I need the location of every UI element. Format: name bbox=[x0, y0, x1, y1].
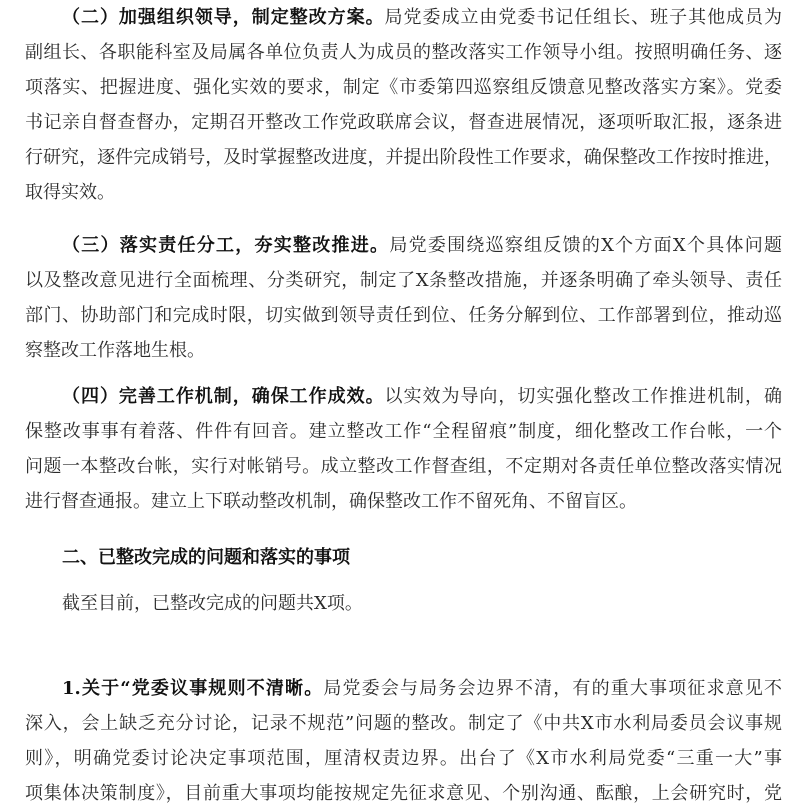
paragraph-4-line: 保整改事事有着落、件件有回音。建立整改工作“全程留痕”制度，细化整改工作台帐，一个 bbox=[25, 421, 782, 442]
paragraph-4-text: 以实效为导向，切实强化整改工作推进机制，确 bbox=[384, 386, 783, 407]
paragraph-2-line-1 bbox=[62, 0, 782, 35]
paragraph-3-line-1 bbox=[62, 228, 782, 263]
paragraph-2-line: 项落实、把握进度、强化实效的要求，制定《市委第四巡察组反馈意见整改落实方案》。党委 bbox=[25, 77, 782, 98]
section-heading: 二、已整改完成的问题和落实的事项 bbox=[62, 547, 350, 568]
paragraph-2-lead: （二）加强组织领导，制定整改方案。 bbox=[62, 7, 385, 28]
paragraph-2-line: 行研究，逐件完成销号，及时掌握整改进度，并提出阶段性工作要求，确保整改工作按时推进， bbox=[25, 147, 782, 168]
item-1-text: 局党委会与局务会边界不清，有的重大事项征求意见不 bbox=[323, 678, 782, 699]
paragraph-4-line: 进行督查通报。建立上下联动整改机制，确保整改工作不留死角、不留盲区。 bbox=[25, 491, 637, 512]
paragraph-3-line: 部门、协助部门和完成时限，切实做到领导责任到位、任务分解到位、工作部署到位，推动巡 bbox=[25, 305, 782, 326]
item-1-line: 则》，明确党委讨论决定事项范围，厘清权责边界。出台了《X市水利局党委“三重一大”事 bbox=[25, 748, 782, 769]
paragraph-3-lead: （三）落实责任分工，夯实整改推进。 bbox=[62, 235, 390, 256]
paragraph-3-text: 局党委围绕巡察组反馈的X个方面X个具体问题 bbox=[389, 235, 782, 256]
paragraph-4-line: 问题一本整改台帐，实行对帐销号。成立整改工作督查组，不定期对各责任单位整改落实情况 bbox=[25, 456, 782, 477]
paragraph-3-line: 以及整改意见进行全面梳理、分类研究，制定了X条整改措施，并逐条明确了牵头领导、责任 bbox=[25, 270, 782, 291]
item-1-line: 项集体决策制度》，目前重大事项均能按规定先征求意见、个别沟通、酝酿，上会研究时，党 bbox=[25, 783, 782, 804]
paragraph-2-text: 局党委成立由党委书记任组长、班子其他成员为 bbox=[384, 7, 783, 28]
paragraph-2-line: 取得实效。 bbox=[25, 182, 115, 203]
paragraph-3-line: 察整改工作落地生根。 bbox=[25, 340, 205, 361]
paragraph-2-line: 书记亲自督查督办，定期召开整改工作党政联席会议，督查进展情况，逐项听取汇报，逐条进 bbox=[25, 112, 782, 133]
item-1-line-1 bbox=[62, 671, 782, 706]
paragraph-2-line: 副组长、各职能科室及局属各单位负责人为成员的整改落实工作领导小组。按照明确任务、逐 bbox=[25, 42, 782, 63]
paragraph-4-line-1 bbox=[62, 379, 782, 414]
item-1-lead: 1.关于“党委议事规则不清晰。 bbox=[62, 678, 324, 699]
paragraph-4-lead: （四）完善工作机制，确保工作成效。 bbox=[62, 386, 385, 407]
summary-text: 截至目前，已整改完成的问题共X项。 bbox=[62, 593, 363, 614]
item-1-line: 深入，会上缺乏充分讨论，记录不规范”问题的整改。制定了《中共X市水利局委员会议事规 bbox=[25, 713, 782, 734]
